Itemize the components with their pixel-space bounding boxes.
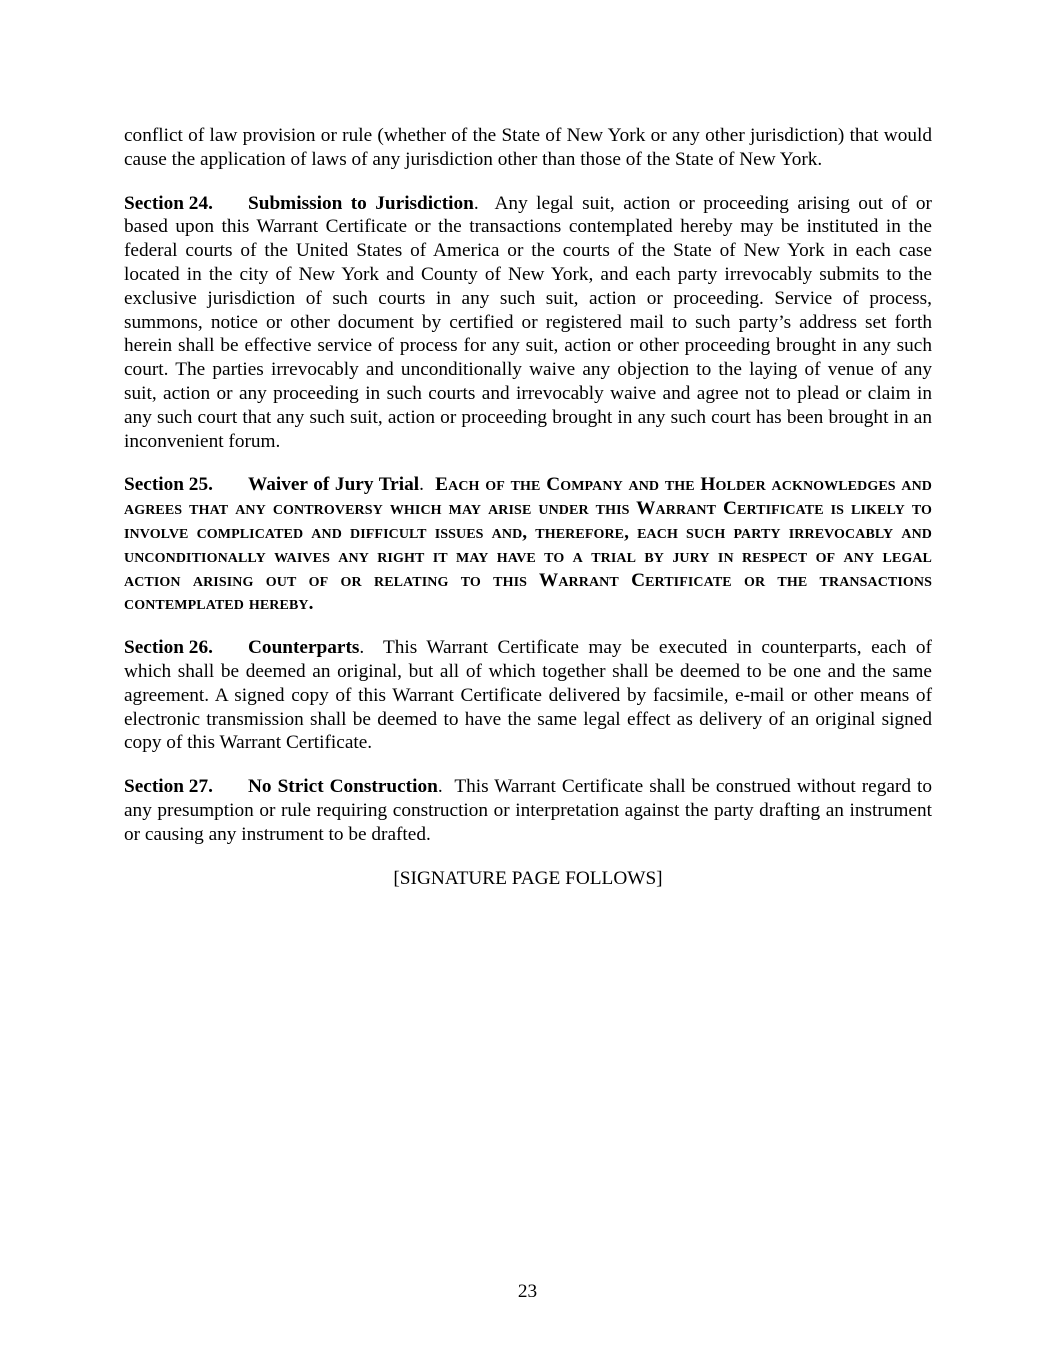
section-25-number: Section 25. [124,474,213,496]
section-24-title: Submission to Jurisdiction [248,192,474,214]
continuation-paragraph: conflict of law provision or rule (whether of the State of New York or any other jurisdiction) that would cause the application of laws of any jurisdiction other than those of the State of New York. [124,125,932,170]
section-25-title: Waiver of Jury Trial [248,474,420,496]
signature-page-notice: [SIGNATURE PAGE FOLLOWS] [393,867,663,889]
section-27-title: No Strict Construction [248,776,438,798]
section-24-body: Any legal suit, action or proceeding arising out of or based upon this Warrant Certificate or the transactions contemplated hereby may be instituted in the federal courts of the United States of America or the courts of the State of New York in each case located in the city of New York and County of New York, and each party irrevocably submits to the exclusive jurisdiction of such courts in any such suit, action or proceeding. Service of process, summons, notice or other document by certified or registered mail to such party’s address set forth herein shall be effective service of process for any suit, action or other proceeding brought in any such court. The parties irrevocably and unconditionally waive any objection to the laying of venue of any suit, action or any proceeding in such courts and irrevocably waive and agree not to plead or claim in any such court that any such suit, action or proceeding brought in any such court has been brought in an inconvenient forum. [124,192,932,452]
page-number: 23 [517,1281,538,1302]
section-27: Section 27. No Strict Construction. This Warrant Certificate shall be construed without regard to any presumption or rule requiring construction or interpretation against the party drafting an instrument or causing any instrument to be drafted. [124,776,932,845]
section-25-body: Each of the Company and the Holder acknowledges and agrees that any controversy which may arise under this Warrant Certificate is likely to involve complicated and difficult issues and, therefore, each such party irrevocably and unconditionally waives any right it may have to a trial by jury in respect of any legal action arising out of or relating to this Warrant Certificate or the transactions contemplated hereby. [124,474,932,615]
section-26-number: Section 26. [124,637,213,659]
section-27-number: Section 27. [124,776,213,798]
section-26-title: Counterparts [248,637,360,659]
section-26: Section 26. Counterparts. This Warrant Certificate may be executed in counterparts, each of which shall be deemed an original, but all of which together shall be deemed to be one and the same agreement. A signed copy of this Warrant Certificate delivered by facsimile, e-mail or other means of electronic transmission shall be deemed to have the same legal effect as delivery of an original signed copy of this Warrant Certificate. [124,637,932,754]
section-24: Section 24. Submission to Jurisdiction. Any legal suit, action or proceeding arising out of or based upon this Warrant Certificate or the transactions contemplated hereby may be instituted in the federal courts of the United States of America or the courts of the State of New York in each case located in the city of New York and County of New York, and each party irrevocably submits to the exclusive jurisdiction of such courts in any such suit, action or proceeding. Service of process, summons, notice or other document by certified or registered mail to such party’s address set forth herein shall be effective service of process for any suit, action or other proceeding brought in any such court. The parties irrevocably and unconditionally waive any objection to the laying of venue of any suit, action or any proceeding in such courts and irrevocably waive and agree not to plead or claim in any such court that any such suit, action or proceeding brought in any such court has been brought in an inconvenient forum. [124,192,932,452]
section-26-body: This Warrant Certificate may be executed in counterparts, each of which shall be deemed an original, but all of which together shall be deemed to be one and the same agreement. A signed copy of this Warrant Certificate delivered by facsimile, e-mail or other means of electronic transmission shall be deemed to have the same legal effect as delivery of an original signed copy of this Warrant Certificate. [124,637,932,754]
section-25: Section 25. Waiver of Jury Trial. Each of the Company and the Holder acknowledges and agrees that any controversy which may arise under this Warrant Certificate is likely to involve complicated and difficult issues and, therefore, each such party irrevocably and unconditionally waives any right it may have to a trial by jury in respect of any legal action arising out of or relating to this Warrant Certificate or the transactions contemplated hereby. [124,474,932,615]
section-27-body: This Warrant Certificate shall be construed without regard to any presumption or rule requiring construction or interpretation against the party drafting an instrument or causing any instrument to be drafted. [124,776,932,845]
document-page [124,124,932,910]
section-24-number: Section 24. [124,192,213,214]
